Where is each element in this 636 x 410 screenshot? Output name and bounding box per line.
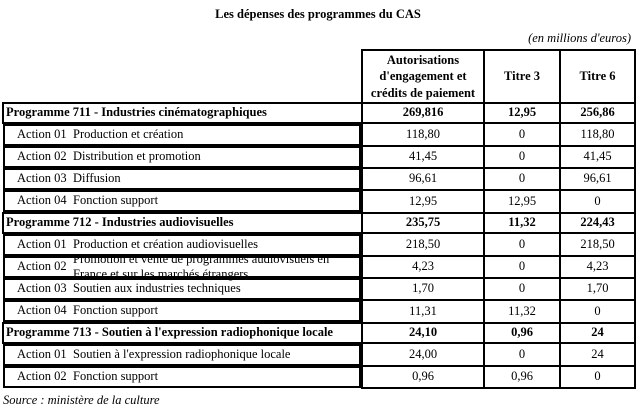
action-row [3, 190, 635, 213]
value-cell: 12,95 [362, 190, 484, 213]
value-cell: 24 [560, 343, 635, 366]
row-label-cell [3, 251, 361, 281]
action-code: Action 01 [17, 237, 67, 252]
header-titre3: Titre 3 [484, 50, 560, 103]
value-cell: 224,43 [560, 213, 635, 233]
action-code: Action 04 [17, 193, 67, 208]
row-label-cell [3, 300, 361, 322]
action-row [3, 278, 635, 300]
value-cell: 0 [484, 168, 560, 190]
row-label-cell [3, 278, 361, 300]
action-row [3, 123, 635, 146]
value-cell: 0,96 [362, 366, 484, 388]
value-cell: 12,95 [484, 103, 560, 123]
action-label: Fonction support [73, 369, 159, 384]
action-row [3, 146, 635, 168]
action-label: Production et création audiovisuelles [73, 237, 259, 252]
action-row [3, 256, 635, 278]
value-cell: 218,50 [560, 233, 635, 256]
value-cell: 118,80 [560, 123, 635, 146]
programme-row [3, 213, 635, 233]
value-cell: 0 [484, 343, 560, 366]
expenses-table [2, 49, 636, 389]
action-code: Action 01 [17, 347, 67, 362]
action-row [3, 366, 635, 388]
value-cell: 41,45 [560, 146, 635, 168]
value-cell: 0,96 [484, 366, 560, 388]
row-label-cell [3, 190, 361, 212]
programme-row [3, 323, 635, 343]
value-cell: 11,31 [362, 300, 484, 323]
value-cell: 269,816 [362, 103, 484, 123]
action-code: Action 02 [17, 259, 67, 274]
value-cell: 0 [484, 146, 560, 168]
value-cell: 0,96 [484, 323, 560, 343]
action-code: Action 01 [17, 127, 67, 142]
source-note: Source : ministère de la culture [3, 392, 160, 407]
value-cell: 96,61 [560, 168, 635, 190]
value-cell: 0 [484, 256, 560, 278]
action-code: Action 04 [17, 303, 67, 318]
row-label-cell [3, 146, 361, 168]
value-cell: 12,95 [484, 190, 560, 213]
value-cell: 235,75 [362, 213, 484, 233]
action-row [3, 168, 635, 190]
row-label-cell [3, 344, 361, 366]
action-label: Distribution et promotion [73, 149, 201, 164]
action-label: Promotion et vente de programmes audiovisuels en France et sur les marchés étrangers [73, 251, 330, 281]
value-cell: 4,23 [560, 256, 635, 278]
header-titre6: Titre 6 [560, 50, 635, 103]
table-body [3, 103, 635, 388]
value-cell: 4,23 [362, 256, 484, 278]
row-label-cell: Programme 713 - Soutien à l'expression radiophonique locale [3, 323, 362, 343]
value-cell: 24 [560, 323, 635, 343]
row-label-cell: Programme 711 - Industries cinématographiques [3, 103, 362, 123]
value-cell: 0 [560, 366, 635, 388]
value-cell: 218,50 [362, 233, 484, 256]
action-code: Action 03 [17, 281, 67, 296]
value-cell: 11,32 [484, 300, 560, 323]
programme-row [3, 103, 635, 123]
action-label: Fonction support [73, 303, 159, 318]
value-cell: 0 [484, 233, 560, 256]
unit-note: (en millions d'euros) [528, 31, 631, 45]
action-label: Soutien aux industries techniques [73, 281, 241, 296]
row-label-cell [3, 168, 361, 190]
row-label-cell [3, 366, 361, 388]
value-cell: 11,32 [484, 213, 560, 233]
row-label-cell: Programme 712 - Industries audiovisuelles [3, 213, 362, 233]
value-cell: 41,45 [362, 146, 484, 168]
value-cell: 24,10 [362, 323, 484, 343]
value-cell: 1,70 [362, 278, 484, 300]
header-empty-cell [3, 50, 362, 103]
value-cell: 24,00 [362, 343, 484, 366]
action-label: Production et création [73, 127, 184, 142]
action-label: Soutien à l'expression radiophonique locale [73, 347, 291, 362]
header-row [3, 50, 635, 103]
page-title: Les dépenses des programmes du CAS [215, 7, 421, 21]
action-row [3, 343, 635, 366]
action-label: Fonction support [73, 193, 159, 208]
value-cell: 0 [484, 123, 560, 146]
action-row [3, 300, 635, 323]
action-label: Diffusion [73, 171, 121, 186]
action-code: Action 02 [17, 369, 67, 384]
header-aecp: Autorisations d'engagement et crédits de paiement [362, 50, 484, 103]
value-cell: 96,61 [362, 168, 484, 190]
value-cell: 0 [560, 300, 635, 323]
value-cell: 1,70 [560, 278, 635, 300]
value-cell: 118,80 [362, 123, 484, 146]
value-cell: 0 [560, 190, 635, 213]
value-cell: 0 [484, 278, 560, 300]
action-code: Action 02 [17, 149, 67, 164]
row-label-cell [3, 124, 361, 146]
action-code: Action 03 [17, 171, 67, 186]
value-cell: 256,86 [560, 103, 635, 123]
